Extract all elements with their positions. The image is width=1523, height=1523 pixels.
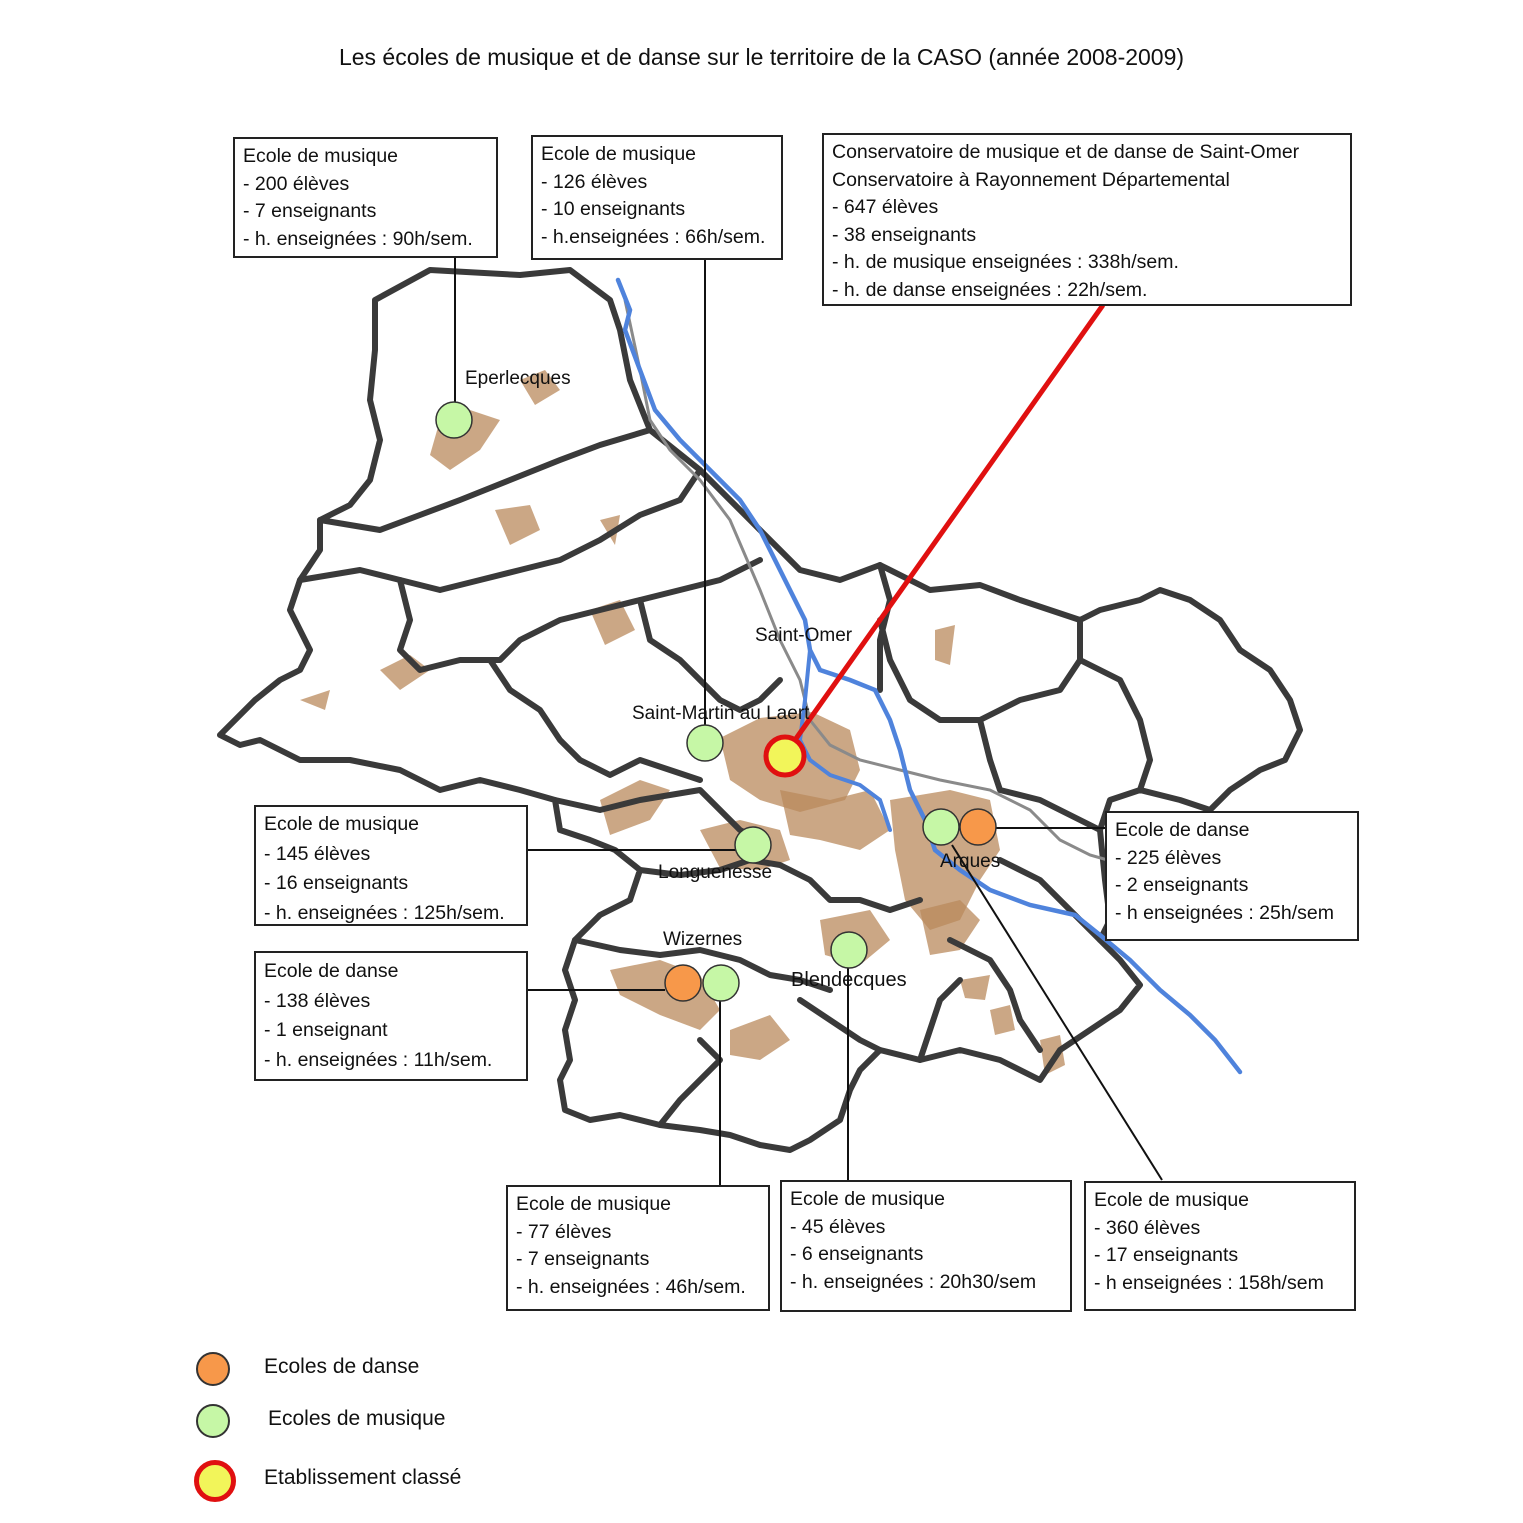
music-school-arques[interactable] bbox=[923, 809, 959, 845]
box-hours: - h.enseignées : 66h/sem. bbox=[541, 225, 766, 248]
place-label-arques: Arques bbox=[940, 851, 1001, 872]
info-box-longuenesse bbox=[254, 805, 528, 926]
box-teachers: - 16 enseignants bbox=[264, 872, 409, 894]
box-heading: Ecole de danse bbox=[1115, 819, 1250, 841]
dance-school-wizernes[interactable] bbox=[665, 965, 701, 1001]
info-box-arques-musique bbox=[1084, 1181, 1356, 1311]
box-heading: Ecole de musique bbox=[516, 1193, 672, 1215]
map-title: Les écoles de musique et de danse sur le territoire de la CASO (année 2008-2009) bbox=[338, 44, 1185, 70]
box-students: - 647 élèves bbox=[832, 196, 939, 218]
info-box-arques-danse bbox=[1105, 811, 1359, 941]
box-teachers: - 38 enseignants bbox=[832, 223, 977, 246]
leader-conservatoire bbox=[795, 305, 1103, 740]
place-label-saint-martin: Saint-Martin au Laert bbox=[632, 703, 810, 724]
dance-school-dot-icon bbox=[196, 1352, 230, 1386]
box-hours: - h. enseignées : 11h/sem. bbox=[264, 1048, 493, 1071]
place-label-wizernes: Wizernes bbox=[663, 929, 743, 950]
info-box-wizernes-danse bbox=[254, 951, 528, 1081]
legend-label-classified: Etablissement classé bbox=[264, 1466, 462, 1489]
info-box-saint-martin bbox=[531, 135, 783, 260]
place-label-eperlecques: Eperlecques bbox=[465, 368, 571, 389]
box-hours: - h. enseignées : 20h30/sem bbox=[790, 1270, 1037, 1293]
box-heading: Conservatoire de musique et de danse de Saint-Omer bbox=[832, 141, 1300, 163]
classified-establishment-dot-icon bbox=[194, 1460, 236, 1502]
box-teachers: - 7 enseignants bbox=[516, 1248, 650, 1270]
box-teachers: - 1 enseignant bbox=[264, 1019, 388, 1041]
place-label-saint-omer: Saint-Omer bbox=[755, 625, 853, 646]
music-school-dot-icon bbox=[196, 1404, 230, 1438]
box-heading: Ecole de musique bbox=[790, 1188, 946, 1210]
box-music-hours: - h. de musique enseignées : 338h/sem. bbox=[832, 251, 1179, 273]
box-heading: Ecole de danse bbox=[264, 960, 399, 982]
music-school-wizernes[interactable] bbox=[703, 965, 739, 1001]
box-heading: Ecole de musique bbox=[243, 145, 399, 167]
box-hours: - h. enseignées : 125h/sem. bbox=[264, 901, 505, 924]
box-students: - 360 élèves bbox=[1094, 1216, 1201, 1239]
classified-establishment-saint-omer[interactable] bbox=[766, 737, 804, 775]
music-school-blendecques[interactable] bbox=[831, 932, 867, 968]
box-teachers: - 2 enseignants bbox=[1115, 874, 1249, 896]
box-students: - 126 élèves bbox=[541, 170, 648, 193]
box-heading: Ecole de musique bbox=[541, 143, 697, 165]
info-box-blendecques bbox=[780, 1180, 1072, 1312]
box-hours: - h enseignées : 25h/sem bbox=[1115, 901, 1334, 924]
box-students: - 77 élèves bbox=[516, 1220, 612, 1243]
legend-label-dance: Ecoles de danse bbox=[264, 1355, 420, 1378]
dance-school-arques[interactable] bbox=[960, 809, 996, 845]
box-heading: Ecole de musique bbox=[264, 813, 420, 835]
box-hours: - h. enseignées : 90h/sem. bbox=[243, 227, 473, 250]
box-heading: Ecole de musique bbox=[1094, 1189, 1250, 1211]
legend-label-music: Ecoles de musique bbox=[268, 1407, 446, 1430]
info-box-eperlecques bbox=[233, 137, 498, 258]
box-subheading: Conservatoire à Rayonnement Départemental bbox=[832, 168, 1230, 191]
info-box-wizernes-musique bbox=[506, 1185, 770, 1311]
music-school-saint-martin[interactable] bbox=[687, 725, 723, 761]
box-hours: - h. enseignées : 46h/sem. bbox=[516, 1275, 746, 1298]
place-label-blendecques: Blendecques bbox=[791, 969, 907, 991]
place-label-longuenesse: Longuenesse bbox=[658, 862, 773, 883]
box-students: - 225 élèves bbox=[1115, 846, 1222, 869]
box-dance-hours: - h. de danse enseignées : 22h/sem. bbox=[832, 278, 1148, 301]
box-students: - 138 élèves bbox=[264, 989, 371, 1012]
box-teachers: - 7 enseignants bbox=[243, 200, 377, 222]
box-students: - 200 élèves bbox=[243, 172, 350, 195]
music-school-longuenesse[interactable] bbox=[735, 827, 771, 863]
box-students: - 45 élèves bbox=[790, 1215, 886, 1238]
box-teachers: - 17 enseignants bbox=[1094, 1244, 1239, 1266]
info-box-conservatoire bbox=[822, 133, 1352, 306]
box-students: - 145 élèves bbox=[264, 842, 371, 865]
box-hours: - h enseignées : 158h/sem bbox=[1094, 1271, 1324, 1294]
music-school-eperlecques[interactable] bbox=[436, 402, 472, 438]
box-teachers: - 6 enseignants bbox=[790, 1243, 924, 1265]
box-teachers: - 10 enseignants bbox=[541, 198, 686, 220]
